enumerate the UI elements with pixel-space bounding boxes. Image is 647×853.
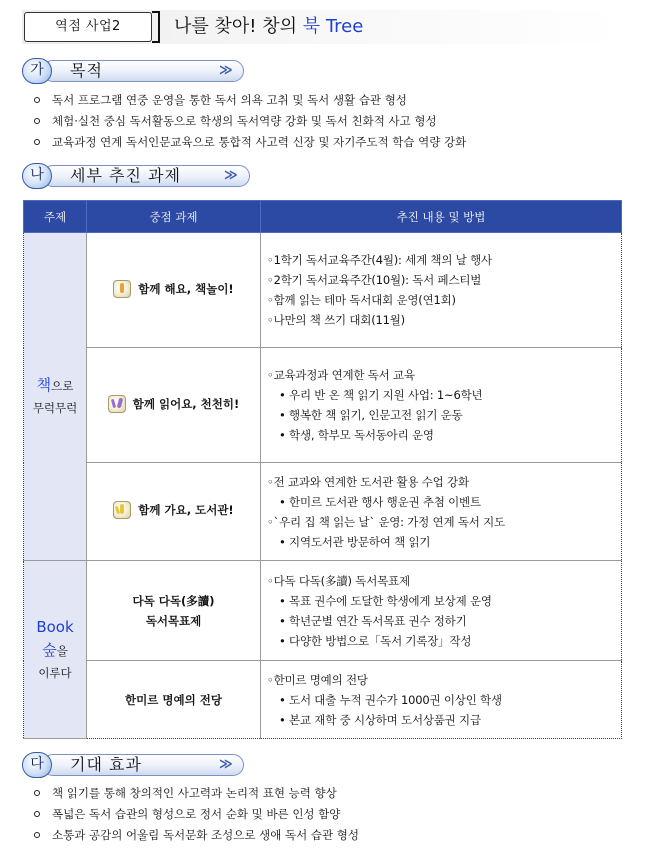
content-cell: ◦1학기 독서교육주간(4월): 세계 책의 날 행사 ◦2학기 독서교육주간(10월): 독서 페스티벌 ◦함께 읽는 테마 독서대회 운영(연1회) ◦나만의 책 쓰기 대회(11월) <box>261 233 622 348</box>
section-label: 기대 효과 <box>70 755 142 774</box>
title-prefix: 나를 찾아! 창의 <box>174 16 303 37</box>
project-tag: 역점 사업2 <box>24 12 152 42</box>
double-chevron-icon: ≫ <box>219 63 233 78</box>
task-cell: 함께 해요, 책놀이! <box>87 233 261 348</box>
header-bracket <box>152 11 160 43</box>
content-cell: ◦교육과정과 연계한 독서 교육 • 우리 반 온 책 읽기 지원 사업: 1~6학년 • 행복한 책 읽기, 인문고전 읽기 운동 • 학생, 학부모 독서동아리 운영 <box>261 348 622 463</box>
table-row <box>24 463 622 561</box>
section-marker: 나 <box>22 163 52 189</box>
category-cell: 책으로 무럭무럭 <box>24 233 87 561</box>
list-item: 폭넓은 독서 습관의 형성으로 정서 순화 및 바른 인성 함양 <box>34 804 359 825</box>
section-marker: 다 <box>22 752 52 778</box>
title-highlight: 북 <box>302 16 321 37</box>
purpose-list <box>34 90 466 153</box>
circle-bullet-icon <box>34 790 40 796</box>
circle-bullet-icon <box>34 118 40 124</box>
circle-bullet-icon <box>34 97 40 103</box>
table-row <box>24 561 622 661</box>
section-heading-effects <box>22 752 244 778</box>
table-header-row <box>24 201 622 233</box>
section-label: 목적 <box>70 61 103 80</box>
list-item: 소통과 공감의 어울림 독서문화 조성으로 생애 독서 습관 형성 <box>34 825 359 846</box>
content-cell: ◦다독 다독(多讀) 독서목표제 • 목표 권수에 도달한 학생에게 보상제 운영 • 학년군별 연간 독서목표 권수 정하기 • 다양한 방법으로「독서 기록장」작성 <box>261 561 622 661</box>
table-row <box>24 233 622 348</box>
hand-one-finger-icon <box>113 280 131 298</box>
content-cell: ◦한미르 명예의 전당 • 도서 대출 누적 권수가 1000권 이상인 학생 • 본교 재학 중 시상하며 도서상품권 지급 <box>261 661 622 739</box>
category-cell: Book 숲을 이루다 <box>24 561 87 739</box>
hand-three-fingers-icon <box>113 501 131 519</box>
hand-two-fingers-icon <box>108 395 126 413</box>
column-header: 중점 과제 <box>87 201 261 233</box>
task-cell: 함께 읽어요, 천천히! <box>87 348 261 463</box>
column-header: 추진 내용 및 방법 <box>261 201 622 233</box>
double-chevron-icon: ≫ <box>219 757 233 772</box>
list-item: 교육과정 연계 독서인문교육으로 통합적 사고력 신장 및 자기주도적 학습 역량 강화 <box>34 132 466 153</box>
table-row <box>24 348 622 463</box>
circle-bullet-icon <box>34 832 40 838</box>
section-label: 세부 추진 과제 <box>70 166 181 185</box>
section-heading-purpose <box>22 58 244 84</box>
content-cell: ◦전 교과와 연계한 도서관 활용 수업 강화 • 한미르 도서관 행사 행운권 추첨 이벤트 ◦`우리 집 책 읽는 날` 운영: 가정 연계 독서 지도 • 지역도서관 방문하여 책 읽기 <box>261 463 622 561</box>
title-suffix: Tree <box>320 16 364 37</box>
page-header <box>22 10 620 44</box>
section-marker: 가 <box>22 58 52 84</box>
page-title <box>174 14 363 40</box>
column-header: 주제 <box>24 201 87 233</box>
list-item: 독서 프로그램 연중 운영을 통한 독서 의욕 고취 및 독서 생활 습관 형성 <box>34 90 466 111</box>
table-row <box>24 661 622 739</box>
task-cell: 한미르 명예의 전당 <box>87 661 261 739</box>
task-cell: 함께 가요, 도서관! <box>87 463 261 561</box>
effects-list <box>34 783 359 846</box>
double-chevron-icon: ≫ <box>224 168 238 183</box>
task-cell: 다독 다독(多讀) 독서목표제 <box>87 561 261 661</box>
list-item: 체험·실천 중심 독서활동으로 학생의 독서역량 강화 및 독서 친화적 사고 형성 <box>34 111 466 132</box>
section-heading-tasks <box>22 163 250 189</box>
circle-bullet-icon <box>34 139 40 145</box>
list-item: 책 읽기를 통해 창의적인 사고력과 논리적 표현 능력 향상 <box>34 783 359 804</box>
circle-bullet-icon <box>34 811 40 817</box>
task-table <box>23 200 622 739</box>
